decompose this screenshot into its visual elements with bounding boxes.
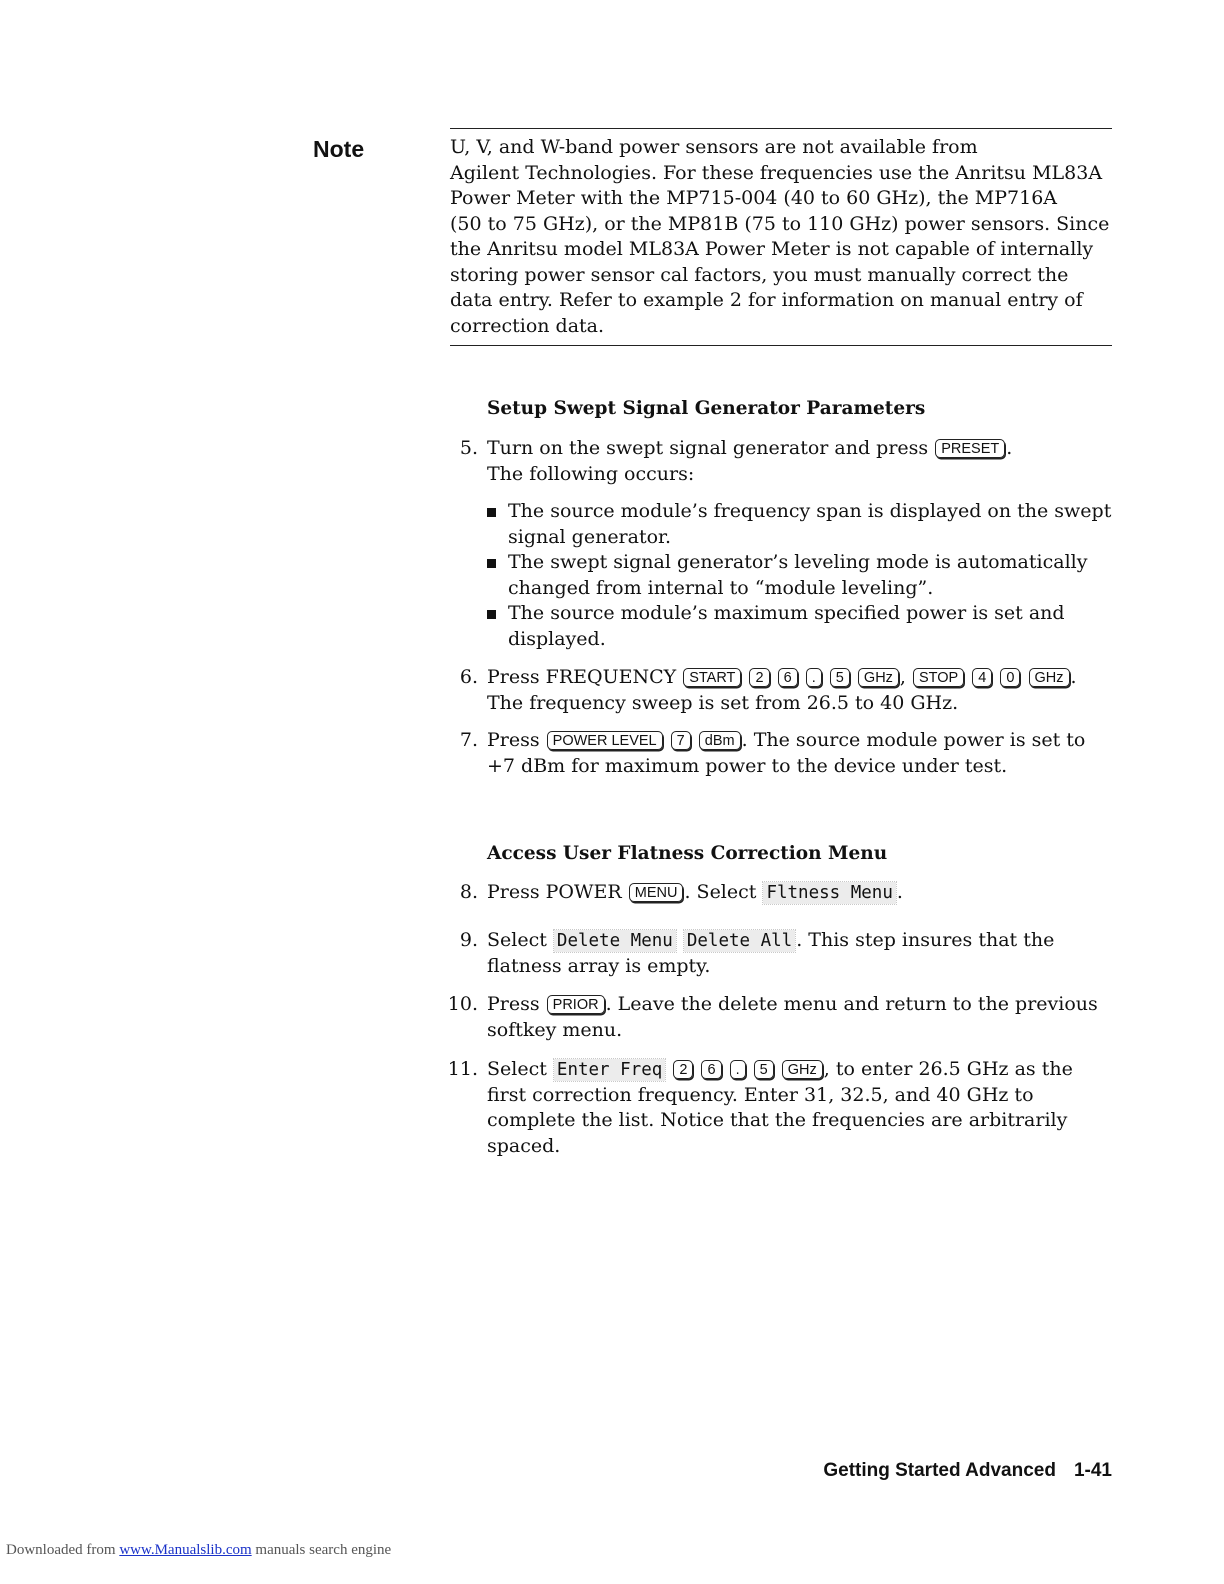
- step-text: .: [1006, 437, 1013, 459]
- step-number: 11.: [447, 1058, 478, 1080]
- step-text: Press: [487, 993, 546, 1015]
- note-line: (50 to 75 GHz), or the MP81B (75 to 110 GHz) power sensors. Since: [450, 212, 1110, 235]
- bullet-square-icon: [487, 559, 496, 568]
- decimal-key[interactable]: .: [806, 668, 822, 687]
- note-line: the Anritsu model ML83A Power Meter is not capable of internally: [450, 238, 1094, 260]
- step-text: . Select: [684, 881, 763, 903]
- note-line: storing power sensor cal factors, you must manually correct the: [450, 263, 1069, 286]
- dbm-key[interactable]: dBm: [699, 731, 741, 750]
- footer-section-title: Getting Started Advanced: [823, 1460, 1056, 1481]
- digit-key-5[interactable]: 5: [754, 1060, 774, 1079]
- ghz-key[interactable]: GHz: [1029, 668, 1070, 687]
- ghz-key[interactable]: GHz: [782, 1060, 823, 1079]
- step-text: . The source module power is set to +7 dBm for maximum power to the device under test.: [487, 729, 1086, 777]
- step-8: [440, 880, 1112, 906]
- step-number: 7.: [459, 729, 478, 751]
- step-text: Press: [487, 729, 546, 751]
- start-key[interactable]: START: [683, 668, 741, 687]
- section-heading-setup: Setup Swept Signal Generator Parameters: [487, 398, 926, 419]
- page-footer: [780, 1460, 1112, 1482]
- digit-key-5[interactable]: 5: [830, 668, 850, 687]
- digit-key-2[interactable]: 2: [673, 1060, 693, 1079]
- list-item: [487, 550, 1112, 601]
- power-level-key[interactable]: POWER LEVEL: [547, 731, 663, 750]
- note-box: [450, 128, 1112, 346]
- prior-key[interactable]: PRIOR: [547, 995, 605, 1014]
- digit-key-6[interactable]: 6: [778, 668, 798, 687]
- section-heading-flatness: Access User Flatness Correction Menu: [487, 843, 888, 864]
- step-number: 6.: [459, 666, 478, 688]
- step-text: Select: [487, 929, 553, 951]
- step-number: 9.: [459, 929, 478, 951]
- step-number: 5.: [459, 437, 478, 459]
- source-prefix: Downloaded from: [6, 1542, 120, 1558]
- note-line: Agilent Technologies. For these frequencies use the Anritsu ML83A: [450, 161, 1103, 184]
- step-number: 10.: [447, 993, 478, 1015]
- step-text: . Leave the delete menu and return to the previous softkey menu.: [487, 993, 1098, 1041]
- step-6: [440, 665, 1112, 716]
- delete-all-softkey[interactable]: Delete All: [684, 930, 795, 952]
- step-11: [440, 1057, 1112, 1159]
- manualslib-link[interactable]: www.Manualslib.com: [119, 1542, 252, 1558]
- fltness-menu-softkey[interactable]: Fltness Menu: [763, 882, 895, 904]
- delete-menu-softkey[interactable]: Delete Menu: [554, 930, 676, 952]
- digit-key-2[interactable]: 2: [749, 668, 769, 687]
- note-label: Note: [313, 136, 365, 162]
- bullet-square-icon: [487, 610, 496, 619]
- source-suffix: manuals search engine: [251, 1542, 392, 1558]
- digit-key-0[interactable]: 0: [1000, 668, 1020, 687]
- note-line: Power Meter with the MP715-004 (40 to 60 GHz), the MP716A: [450, 187, 1058, 209]
- step-text: Turn on the swept signal generator and press: [487, 437, 935, 459]
- menu-key[interactable]: MENU: [629, 883, 684, 902]
- download-source: [6, 1542, 391, 1559]
- digit-key-4[interactable]: 4: [972, 668, 992, 687]
- step-text: Press FREQUENCY: [487, 666, 683, 688]
- step-text: .: [896, 881, 903, 903]
- step-7: [440, 728, 1112, 779]
- bullet-square-icon: [487, 508, 496, 517]
- step-9: [440, 928, 1112, 979]
- digit-key-6[interactable]: 6: [701, 1060, 721, 1079]
- page-number: 1-41: [1073, 1460, 1112, 1481]
- step-10: [440, 992, 1112, 1043]
- preset-key[interactable]: PRESET: [935, 439, 1005, 458]
- separator: ,: [899, 666, 906, 688]
- ghz-key[interactable]: GHz: [858, 668, 899, 687]
- bullet-text: The swept signal generator’s leveling mode is automatically changed from internal to “module leveling”.: [508, 551, 1088, 599]
- bullet-list: [487, 499, 1112, 652]
- step-number: 8.: [459, 881, 478, 903]
- list-item: [487, 601, 1112, 652]
- note-line: correction data.: [450, 314, 605, 337]
- bullet-text: The source module’s maximum specified power is set and displayed.: [508, 602, 1065, 650]
- step-text: The following occurs:: [487, 462, 695, 485]
- enter-freq-softkey[interactable]: Enter Freq: [554, 1059, 665, 1081]
- bullet-text: The source module’s frequency span is displayed on the swept signal generator.: [508, 500, 1112, 548]
- step-text: . This step insures that the flatness array is empty.: [487, 929, 1055, 977]
- list-item: [487, 499, 1112, 550]
- note-line: U, V, and W-band power sensors are not available from: [450, 136, 978, 158]
- note-line: data entry. Refer to example 2 for information on manual entry of: [450, 289, 1083, 311]
- decimal-key[interactable]: .: [730, 1060, 746, 1079]
- step-text: Press POWER: [487, 881, 628, 903]
- stop-key[interactable]: STOP: [913, 668, 964, 687]
- digit-key-7[interactable]: 7: [671, 731, 691, 750]
- step-5: [440, 436, 1112, 652]
- step-text: , to enter 26.5 GHz as the first correction frequency. Enter 31, 32.5, and 40 GHz to complete the list. Notice that the frequencies are arbitrarily spaced.: [487, 1058, 1073, 1157]
- step-text: Select: [487, 1058, 553, 1080]
- step-text: . The frequency sweep is set from 26.5 to 40 GHz.: [487, 666, 1077, 714]
